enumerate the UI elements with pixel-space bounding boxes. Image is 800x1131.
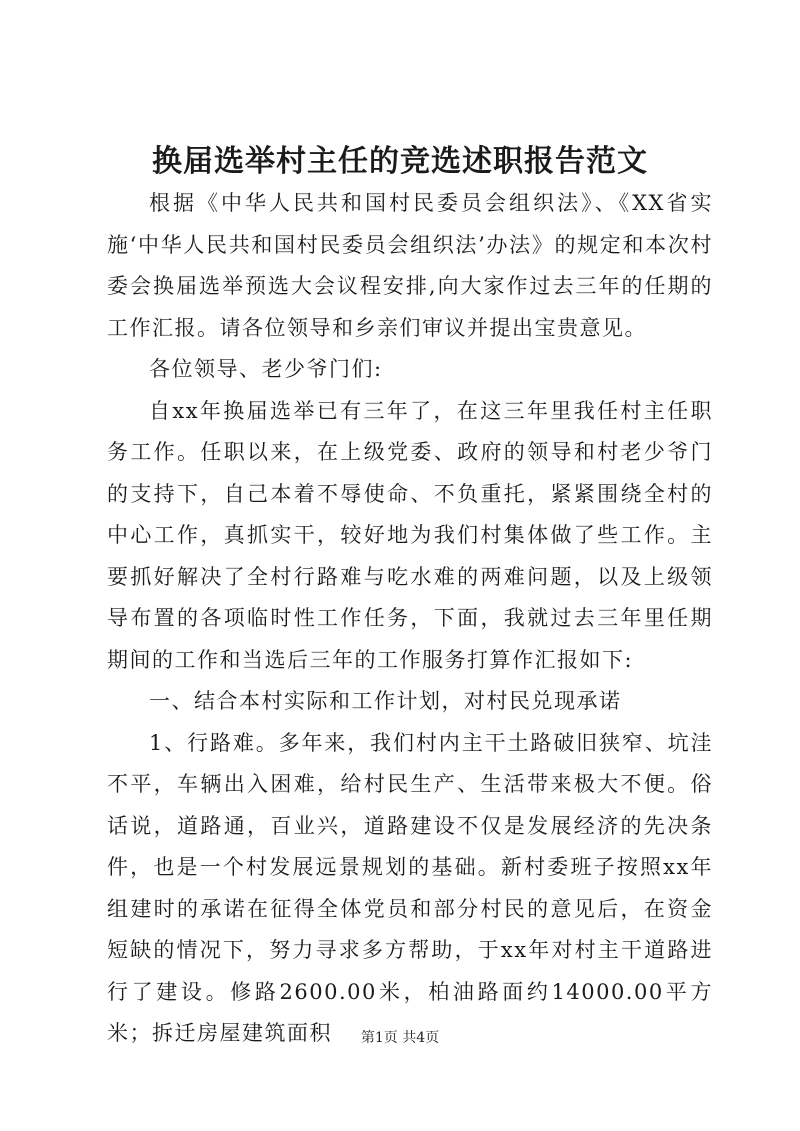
- paragraph-road-difficulty: 1、行路难。多年来，我们村内主干土路破旧狭窄、坑洼不平，车辆出入困难，给村民生产、生活带来极大不便。俗话说，道路通，百业兴，道路建设不仅是发展经济的先决条件，也是一个村发展远景规划的基础。新村委班子按照xx年组建时的承诺在征得全体党员和部分村民的意见后，在资金短缺的情况下，努力寻求多方帮助，于xx年对村主干道路进行了建设。修路2600.00米，柏油路面约14000.00平方米；拆迁房屋建筑面积: [107, 730, 713, 1045]
- paragraph-overview: 自xx年换届选举已有三年了，在这三年里我任村主任职务工作。任职以来，在上级党委、政府的领导和村老少爷门的支持下，自己本着不辱使命、不负重托，紧紧围绕全村的中心工作，真抓实干，较好地为我们村集体做了些工作。主要抓好解决了全村行路难与吃水难的两难问题，以及上级领导布置的各项临时性工作任务，下面，我就过去三年里任期期间的工作和当选后三年的工作服务打算作汇报如下:: [107, 398, 713, 672]
- paragraph-salutation: 各位领导、老少爷门们:: [149, 357, 383, 381]
- document-title: 换届选举村主任的竞选述职报告范文: [152, 144, 648, 179]
- page-footer: 第1页 共4页: [360, 1030, 440, 1046]
- section-heading-1: 一、结合本村实际和工作计划，对村民兑现承诺: [149, 689, 622, 713]
- paragraph-intro: 根据《中华人民共和国村民委员会组织法》、《XX省实施‘中华人民共和国村民委员会组织法’办法》的规定和本次村委会换届选举预选大会议程安排,向大家作过去三年的任期的工作汇报。请各位领导和乡亲们审议并提出宝贵意见。: [107, 191, 713, 340]
- document-body: [107, 183, 713, 1055]
